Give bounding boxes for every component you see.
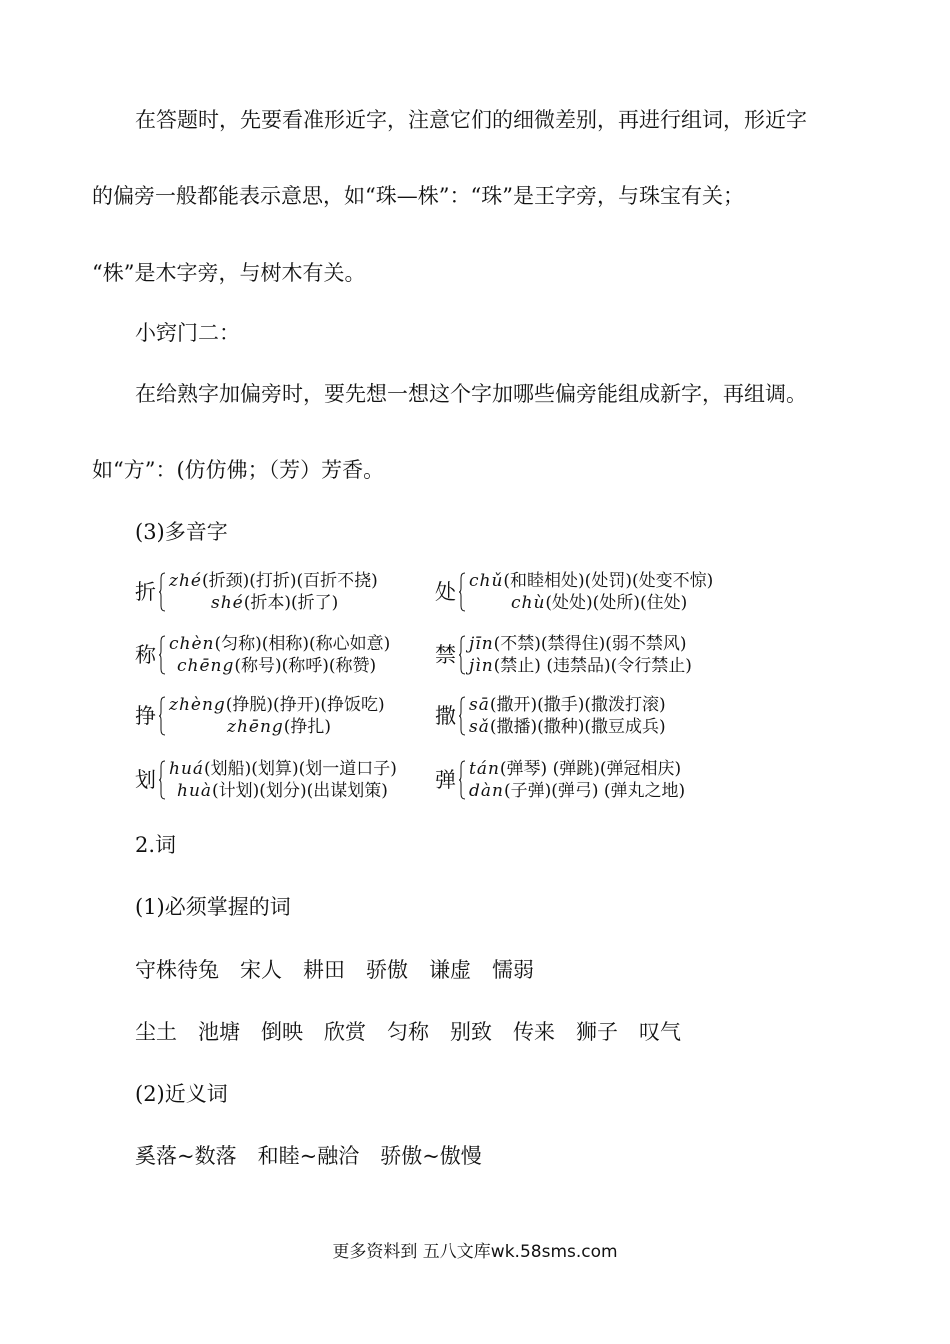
reading-2: jìn(禁止) (违禁品)(令行禁止) — [469, 656, 692, 676]
paragraph-line-5: 如“方”：(仿仿佛；（芳）芳香。 — [92, 458, 385, 482]
tip-heading: 小窍门二： — [135, 321, 240, 345]
brace-icon — [159, 572, 166, 612]
polyphone-char: 挣 — [135, 704, 156, 728]
polyphone-char: 划 — [135, 768, 156, 792]
polyphone-char: 折 — [135, 580, 156, 604]
paragraph-line-1: 在答题时，先要看准形近字，注意它们的细微差别，再进行组词，形近字 — [135, 108, 807, 132]
reading-2: shé(折本)(折了) — [211, 593, 339, 613]
brace-icon — [159, 696, 166, 736]
brace-icon — [159, 635, 166, 675]
polyphone-entry — [135, 633, 390, 677]
reading-1: tán(弹琴) (弹跳)(弹冠相庆) — [469, 759, 682, 779]
paragraph-line-4: 在给熟字加偏旁时，要先想一想这个字加哪些偏旁能组成新字，再组调。 — [135, 382, 807, 406]
reading-1: chǔ(和睦相处)(处罚)(处变不惊) — [469, 571, 714, 591]
section-polyphones: (3)多音字 — [135, 520, 228, 544]
polyphone-char: 撒 — [435, 704, 456, 728]
brace-icon — [459, 635, 466, 675]
reading-1: jīn(不禁)(禁得住)(弱不禁风) — [469, 634, 687, 654]
reading-2: zhēng(挣扎) — [227, 717, 332, 737]
polyphone-entry — [435, 758, 685, 802]
polyphone-entry — [135, 694, 385, 738]
brace-icon — [459, 696, 466, 736]
reading-1: chèn(匀称)(相称)(称心如意) — [169, 634, 391, 654]
reading-2: huà(计划)(划分)(出谋划策) — [177, 781, 388, 801]
words-line-2: 尘土 池塘 倒映 欣赏 匀称 别致 传来 狮子 叹气 — [135, 1020, 681, 1044]
section-must-know: (1)必须掌握的词 — [135, 895, 291, 919]
reading-2: dàn(子弹)(弹弓) (弹丸之地) — [469, 781, 686, 801]
brace-icon — [459, 572, 466, 612]
polyphone-entry — [435, 570, 713, 614]
paragraph-line-2: 的偏旁一般都能表示意思，如“珠—株”：“珠”是王字旁，与珠宝有关； — [92, 184, 744, 208]
polyphone-entry — [135, 570, 378, 614]
paragraph-line-3: “株”是木字旁，与树木有关。 — [92, 261, 366, 285]
section-synonyms: (2)近义词 — [135, 1082, 228, 1106]
reading-1: zhé(折颈)(打折)(百折不挠) — [169, 571, 378, 591]
synonyms-line: 奚落~数落 和睦~融洽 骄傲~傲慢 — [135, 1144, 482, 1168]
brace-icon — [159, 760, 166, 800]
polyphone-char: 禁 — [435, 643, 456, 667]
section-words: 2.词 — [135, 833, 177, 857]
reading-2: chēng(称号)(称呼)(称赞) — [177, 656, 377, 676]
polyphone-entry — [135, 758, 397, 802]
reading-1: zhèng(挣脱)(挣开)(挣饭吃) — [169, 695, 385, 715]
polyphone-entry — [435, 694, 666, 738]
reading-2: sǎ(撒播)(撒种)(撒豆成兵) — [469, 717, 666, 737]
reading-2: chù(处处)(处所)(住处) — [511, 593, 688, 613]
footer-link[interactable]: 更多资料到 五八文库wk.58sms.com — [332, 1242, 618, 1262]
polyphone-entry — [435, 633, 692, 677]
polyphone-char: 弹 — [435, 768, 456, 792]
polyphone-char: 处 — [435, 580, 456, 604]
reading-1: sā(撒开)(撒手)(撒泼打滚) — [469, 695, 666, 715]
words-line-1: 守株待兔 宋人 耕田 骄傲 谦虚 懦弱 — [135, 958, 534, 982]
polyphone-char: 称 — [135, 643, 156, 667]
reading-1: huá(划船)(划算)(划一道口子) — [169, 759, 397, 779]
brace-icon — [459, 760, 466, 800]
